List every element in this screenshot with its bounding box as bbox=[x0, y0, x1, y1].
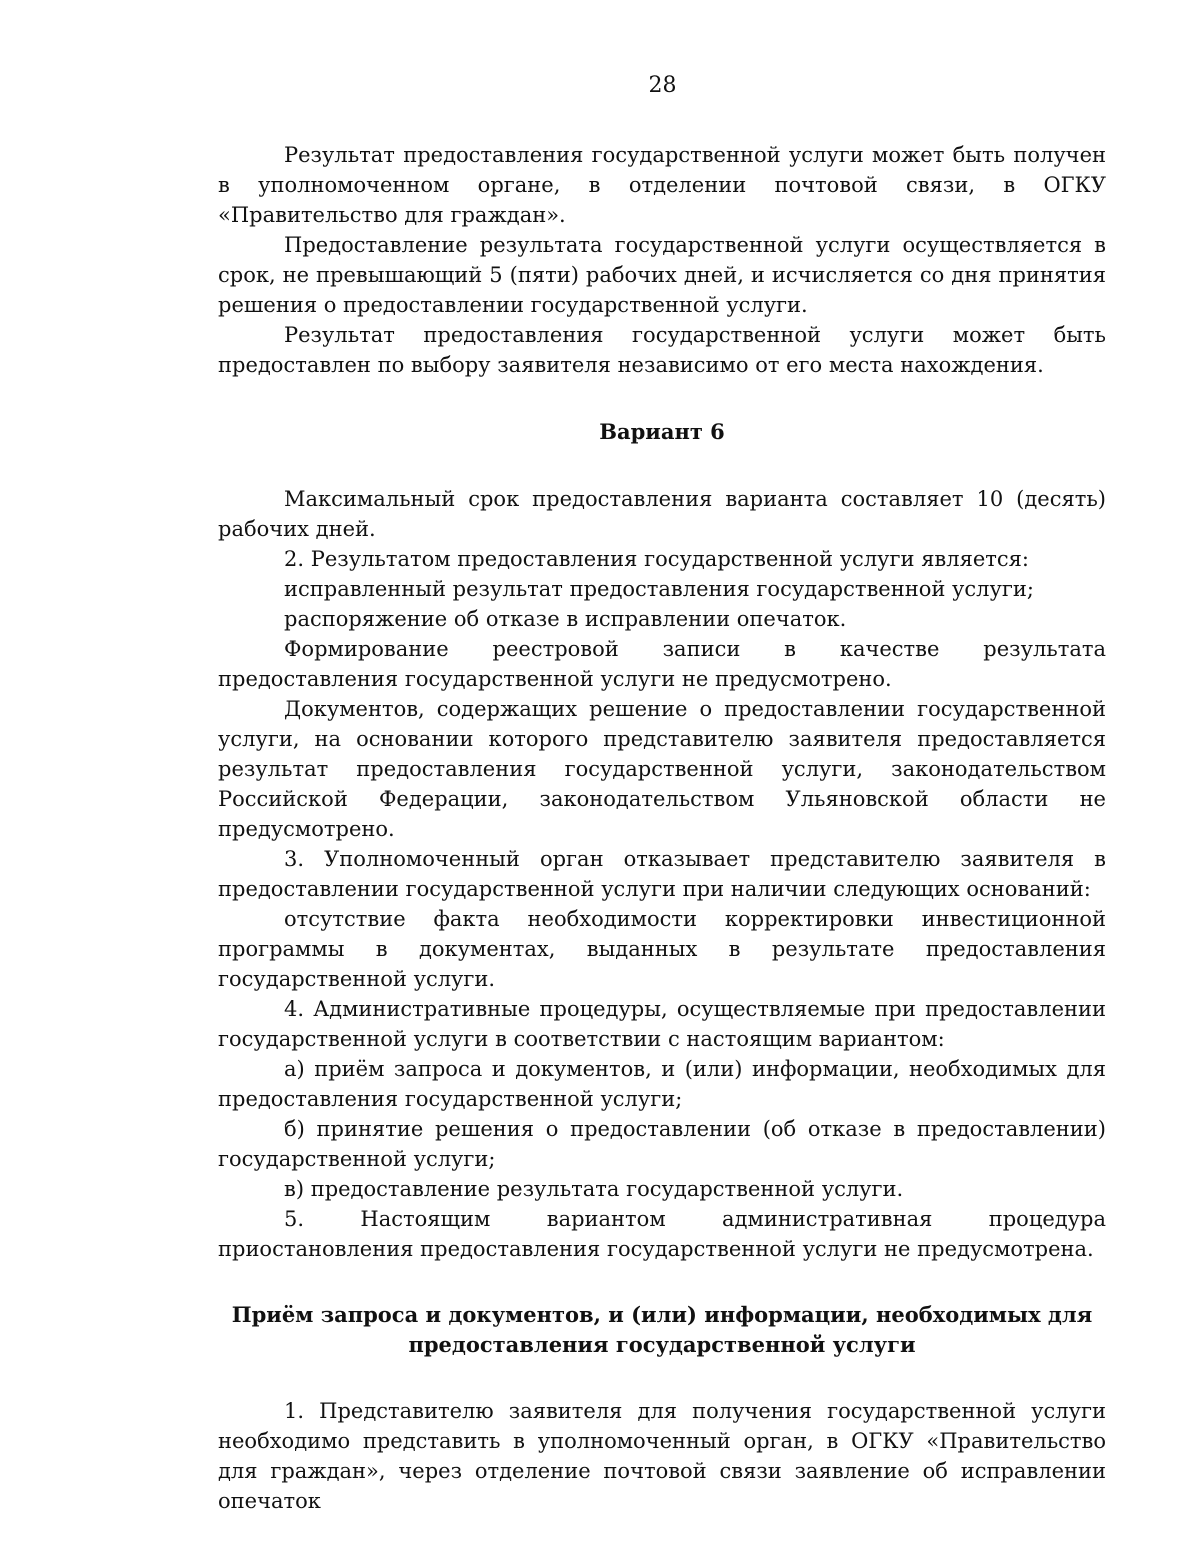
paragraph: 5. Настоящим вариантом административная процедура приостановления предоставления государственной услуги не предусмотрена. bbox=[218, 1207, 1106, 1261]
paragraph: распоряжение об отказе в исправлении опечаток. bbox=[284, 607, 847, 631]
variant-heading: Вариант 6 bbox=[599, 419, 725, 444]
paragraph: 1. Представителю заявителя для получения государственной услуги необходимо представить в уполномоченный орган, в ОГКУ «Правительство для граждан», через отделение почтовой связи заявление об исправлении опечаток bbox=[218, 1399, 1106, 1513]
paragraph: Результат предоставления государственной услуги может быть получен в уполномоченном органе, в отделении почтовой связи, в ОГКУ «Правительство для граждан». bbox=[218, 143, 1106, 227]
paragraph: в) предоставление результата государственной услуги. bbox=[284, 1177, 904, 1201]
page-number: 28 bbox=[648, 73, 677, 98]
paragraph: Документов, содержащих решение о предоставлении государственной услуги, на основании которого представителю заявителя предоставляется результат предоставления государственной услуги, законодательством Российской Федерации, законодательством Ульяновской области не предусмотрено. bbox=[218, 697, 1106, 841]
section-heading-line: Приём запроса и документов, и (или) информации, необходимых для bbox=[231, 1302, 1093, 1327]
section-heading bbox=[218, 1300, 1106, 1360]
document-body bbox=[218, 140, 1106, 1516]
paragraph: б) принятие решения о предоставлении (об отказе в предоставлении) государственной услуги; bbox=[218, 1117, 1106, 1171]
paragraph: 3. Уполномоченный орган отказывает представителю заявителя в предоставлении государственной услуги при наличии следующих оснований: bbox=[218, 847, 1106, 901]
paragraph: Результат предоставления государственной услуги может быть предоставлен по выбору заявителя независимо от его места нахождения. bbox=[218, 323, 1106, 377]
paragraph: отсутствие факта необходимости корректировки инвестиционной программы в документах, выданных в результате предоставления государственной услуги. bbox=[218, 907, 1106, 991]
section-heading-line: предоставления государственной услуги bbox=[408, 1332, 916, 1357]
paragraph: 2. Результатом предоставления государственной услуги является: bbox=[284, 547, 1029, 571]
paragraph: Максимальный срок предоставления варианта составляет 10 (десять) рабочих дней. bbox=[218, 487, 1106, 541]
paragraph: Формирование реестровой записи в качестве результата предоставления государственной услуги не предусмотрено. bbox=[218, 637, 1106, 691]
paragraph: исправленный результат предоставления государственной услуги; bbox=[284, 577, 1034, 601]
paragraph: Предоставление результата государственной услуги осуществляется в срок, не превышающий 5 (пяти) рабочих дней, и исчисляется со дня принятия решения о предоставлении государственной услуги. bbox=[218, 233, 1106, 317]
paragraph: а) приём запроса и документов, и (или) информации, необходимых для предоставления государственной услуги; bbox=[218, 1057, 1106, 1111]
paragraph: 4. Административные процедуры, осуществляемые при предоставлении государственной услуги в соответствии с настоящим вариантом: bbox=[218, 997, 1106, 1051]
